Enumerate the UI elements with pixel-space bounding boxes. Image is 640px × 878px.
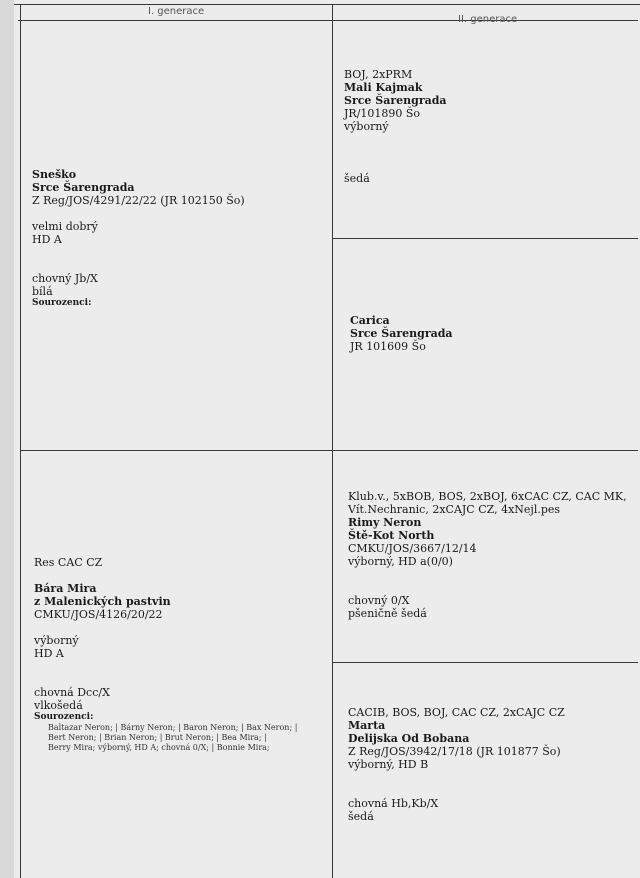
dog1-breed-status: chovný Jb/X xyxy=(32,272,98,285)
dog1-siblings-label: Sourozenci: xyxy=(32,298,92,308)
divider xyxy=(14,4,640,5)
dog2-hd: HD A xyxy=(34,647,64,660)
dog2-kennel: z Malenických pastvin xyxy=(34,595,171,608)
sire1-color: šedá xyxy=(344,172,370,185)
dog1-name: Sneško xyxy=(32,168,77,181)
sire1-reg: JR/101890 Šo xyxy=(344,107,421,120)
dog2-siblings-line: Baltazar Neron; | Bárny Neron; | Baron Neron; | Bax Neron; | xyxy=(48,723,298,732)
dog2-siblings-line: Bert Neron; | Brian Neron; | Brut Neron; | Bea Mira; | xyxy=(48,733,267,742)
generation-1-header: I. generace xyxy=(148,6,205,17)
sire2-color: pšeničně šedá xyxy=(348,607,427,620)
dam2-titles: CACIB, BOS, BOJ, CAC CZ, 2xCAJC CZ xyxy=(348,706,565,719)
dam2-name: Marta xyxy=(348,719,386,732)
pedigree-sheet xyxy=(14,0,640,878)
dam2-kennel: Delijska Od Bobana xyxy=(348,732,470,745)
dog1-rating: velmi dobrý xyxy=(32,220,98,233)
sire1-name: Mali Kajmak xyxy=(344,81,423,94)
divider xyxy=(332,4,333,878)
dog2-reg: CMKU/JOS/4126/20/22 xyxy=(34,608,163,621)
dog2-siblings-line: Berry Mira; výborný, HD A; chovná 0/X; | Bonnie Mira; xyxy=(48,743,270,752)
dam1-reg: JR 101609 Šo xyxy=(350,340,426,353)
divider xyxy=(20,4,21,878)
dam2-rating: výborný, HD B xyxy=(348,758,429,771)
dog2-cell xyxy=(34,556,297,753)
dog1-color: bílá xyxy=(32,285,53,298)
sire1-titles: BOJ, 2xPRM xyxy=(344,68,413,81)
sire1-cell xyxy=(344,68,447,185)
dog2-siblings-label: Sourozenci: xyxy=(34,712,94,722)
dog2-title: Res CAC CZ xyxy=(34,556,103,569)
dog2-breed-status: chovná Dcc/X xyxy=(34,686,110,699)
sire1-rating: výborný xyxy=(344,120,389,133)
divider xyxy=(18,20,638,21)
dam1-name: Carica xyxy=(350,314,390,327)
sire2-breed-status: chovný 0/X xyxy=(348,594,410,607)
divider xyxy=(332,238,638,239)
divider xyxy=(20,450,638,451)
dog1-reg: Z Reg/JOS/4291/22/22 (JR 102150 Šo) xyxy=(32,194,245,207)
sire2-cell xyxy=(348,490,627,620)
sire2-titles-1: Klub.v., 5xBOB, BOS, 2xBOJ, 6xCAC CZ, CAC MK, xyxy=(348,490,627,503)
sire2-reg: CMKU/JOS/3667/12/14 xyxy=(348,542,477,555)
dam2-reg: Z Reg/JOS/3942/17/18 (JR 101877 Šo) xyxy=(348,745,561,758)
sire2-name: Rimy Neron xyxy=(348,516,422,529)
dog2-name: Bára Mira xyxy=(34,582,97,595)
dog1-cell xyxy=(32,168,245,309)
dam2-breed-status: chovná Hb,Kb/X xyxy=(348,797,439,810)
dam2-cell xyxy=(348,706,565,823)
dam1-cell xyxy=(350,314,453,353)
sire2-rating: výborný, HD a(0/0) xyxy=(348,555,453,568)
sire2-kennel: Ště-Kot North xyxy=(348,529,435,542)
dog2-color: vlkošedá xyxy=(34,699,83,712)
dam2-color: šedá xyxy=(348,810,374,823)
dog1-hd: HD A xyxy=(32,233,62,246)
dog1-kennel: Srce Šarengrada xyxy=(32,181,135,194)
divider xyxy=(332,662,638,663)
generation-2-header: II. generace xyxy=(458,14,518,25)
sire1-kennel: Srce Šarengrada xyxy=(344,94,447,107)
sire2-titles-2: Vít.Nechranic, 2xCAJC CZ, 4xNejl.pes xyxy=(348,503,561,516)
dog2-rating: výborný xyxy=(34,634,79,647)
dam1-kennel: Srce Šarengrada xyxy=(350,327,453,340)
